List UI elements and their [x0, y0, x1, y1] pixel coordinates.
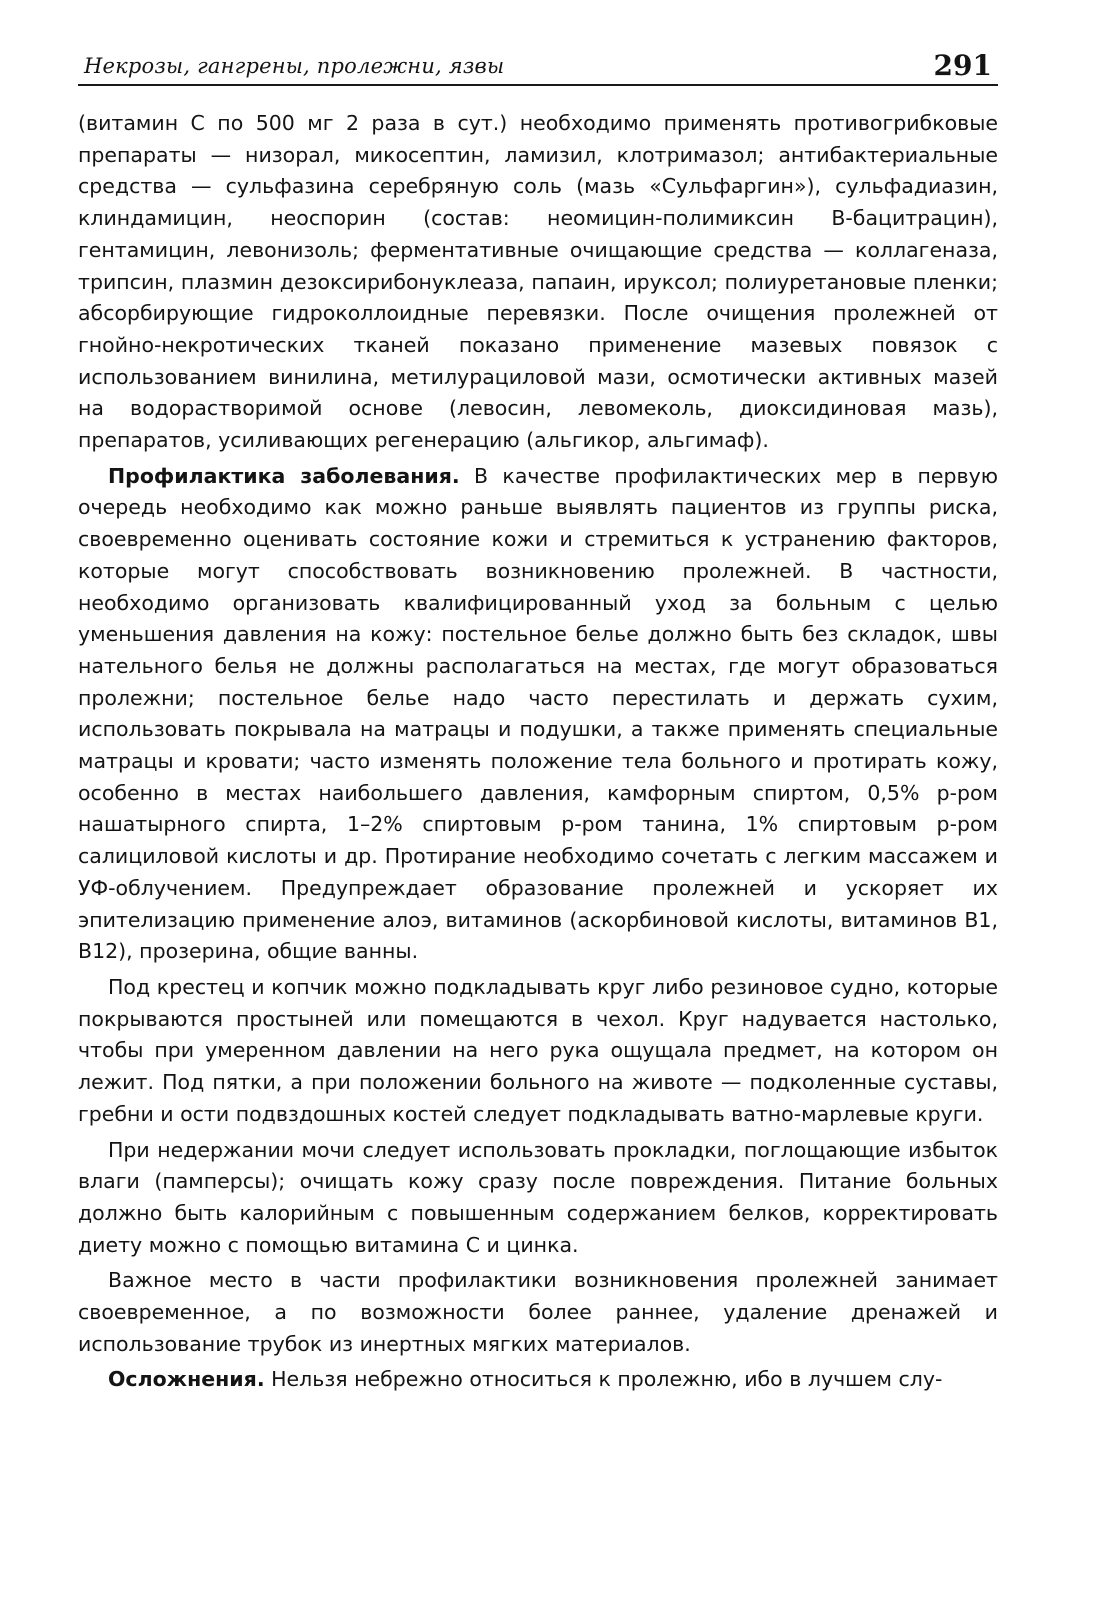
- paragraph-text: (витамин С по 500 мг 2 раза в сут.) необходимо применять противогрибковые препараты — низорал, микосептин, ламизил, клотримазол; антибактериальные средства — сульфазина серебряную соль (мазь «Сульфаргин»), сульфадиазин, клиндамицин, неоспорин (состав: неомицин-полимиксин В-бацитрацин), гентамицин, левонизоль; ферментативные очищающие средства — коллагеназа, трипсин, плазмин дезоксирибонуклеаза, папаин, ируксол; полиуретановые пленки; абсорбирующие гидроколлоидные перевязки. После очищения пролежней от гнойно-некротических тканей показано применение мазевых повязок с использованием винилина, метилурациловой мази, осмотически активных мазей на водорастворимой основе (левосин, левомеколь, диоксидиновая мазь), препаратов, усиливающих регенерацию (альгикор, альгимаф).: [78, 111, 998, 453]
- paragraph-complications: [78, 1364, 998, 1396]
- paragraph-heading: Осложнения.: [108, 1367, 265, 1392]
- page-number: 291: [933, 49, 992, 82]
- paragraph-circle: [78, 972, 998, 1131]
- paragraph-heading: Профилактика заболевания.: [108, 463, 460, 488]
- paragraph-incontinence: [78, 1135, 998, 1262]
- section-title: Некрозы, гангрены, пролежни, язвы: [84, 54, 505, 78]
- paragraph-prevention: [78, 461, 998, 968]
- paragraph-text: Важное место в части профилактики возникновения пролежней занимает своевременное, а по возможности более раннее, удаление дренажей и использование трубок из инертных мягких материалов.: [78, 1268, 998, 1356]
- paragraph-text: Нельзя небрежно относиться к пролежню, ибо в лучшем слу-: [264, 1367, 943, 1392]
- body-text: [78, 108, 998, 1396]
- paragraph-text: В качестве профилактических мер в первую очередь необходимо как можно раньше выявлять пациентов из группы риска, своевременно оценивать состояние кожи и стремиться к устранению факторов, которые могут способствовать возникновению пролежней. В частности, необходимо организовать квалифицированный уход за больным с целью уменьшения давления на кожу: постельное белье должно быть без складок, швы нательного белья не должны располагаться на местах, где могут образоваться пролежни; постельное белье надо часто перестилать и держать сухим, использовать покрывала на матрацы и подушки, а также применять специальные матрацы и кровати; часто изменять положение тела больного и протирать кожу, особенно в местах наибольшего давления, камфорным спиртом, 0,5% р-ром нашатырного спирта, 1–2% спиртовым р-ром танина, 1% спиртовым р-ром салициловой кислоты и др. Протирание необходимо сочетать с легким массажем и УФ-облучением. Предупреждает образование пролежней и ускоряет их эпителизацию применение алоэ, витаминов (аскорбиновой кислоты, витаминов В1, В12), прозерина, общие ванны.: [78, 463, 999, 964]
- book-page: [78, 40, 998, 1396]
- paragraph-drainage: [78, 1265, 998, 1360]
- paragraph-continuation: [78, 108, 998, 457]
- paragraph-text: При недержании мочи следует использовать прокладки, поглощающие избыток влаги (памперсы); очищать кожу сразу после повреждения. Питание больных должно быть калорийным с повышенным содержанием белков, корректировать диету можно с помощью витамина С и цинка.: [78, 1137, 998, 1257]
- paragraph-text: Под крестец и копчик можно подкладывать круг либо резиновое судно, которые покрываются простыней или помещаются в чехол. Круг надувается настолько, чтобы при умеренном давлении на него рука ощущала предмет, на котором он лежит. Под пятки, а при положении больного на животе — подколенные суставы, гребни и ости подвздошных костей следует подкладывать ватно-марлевые круги.: [78, 974, 998, 1126]
- running-header: [78, 40, 998, 86]
